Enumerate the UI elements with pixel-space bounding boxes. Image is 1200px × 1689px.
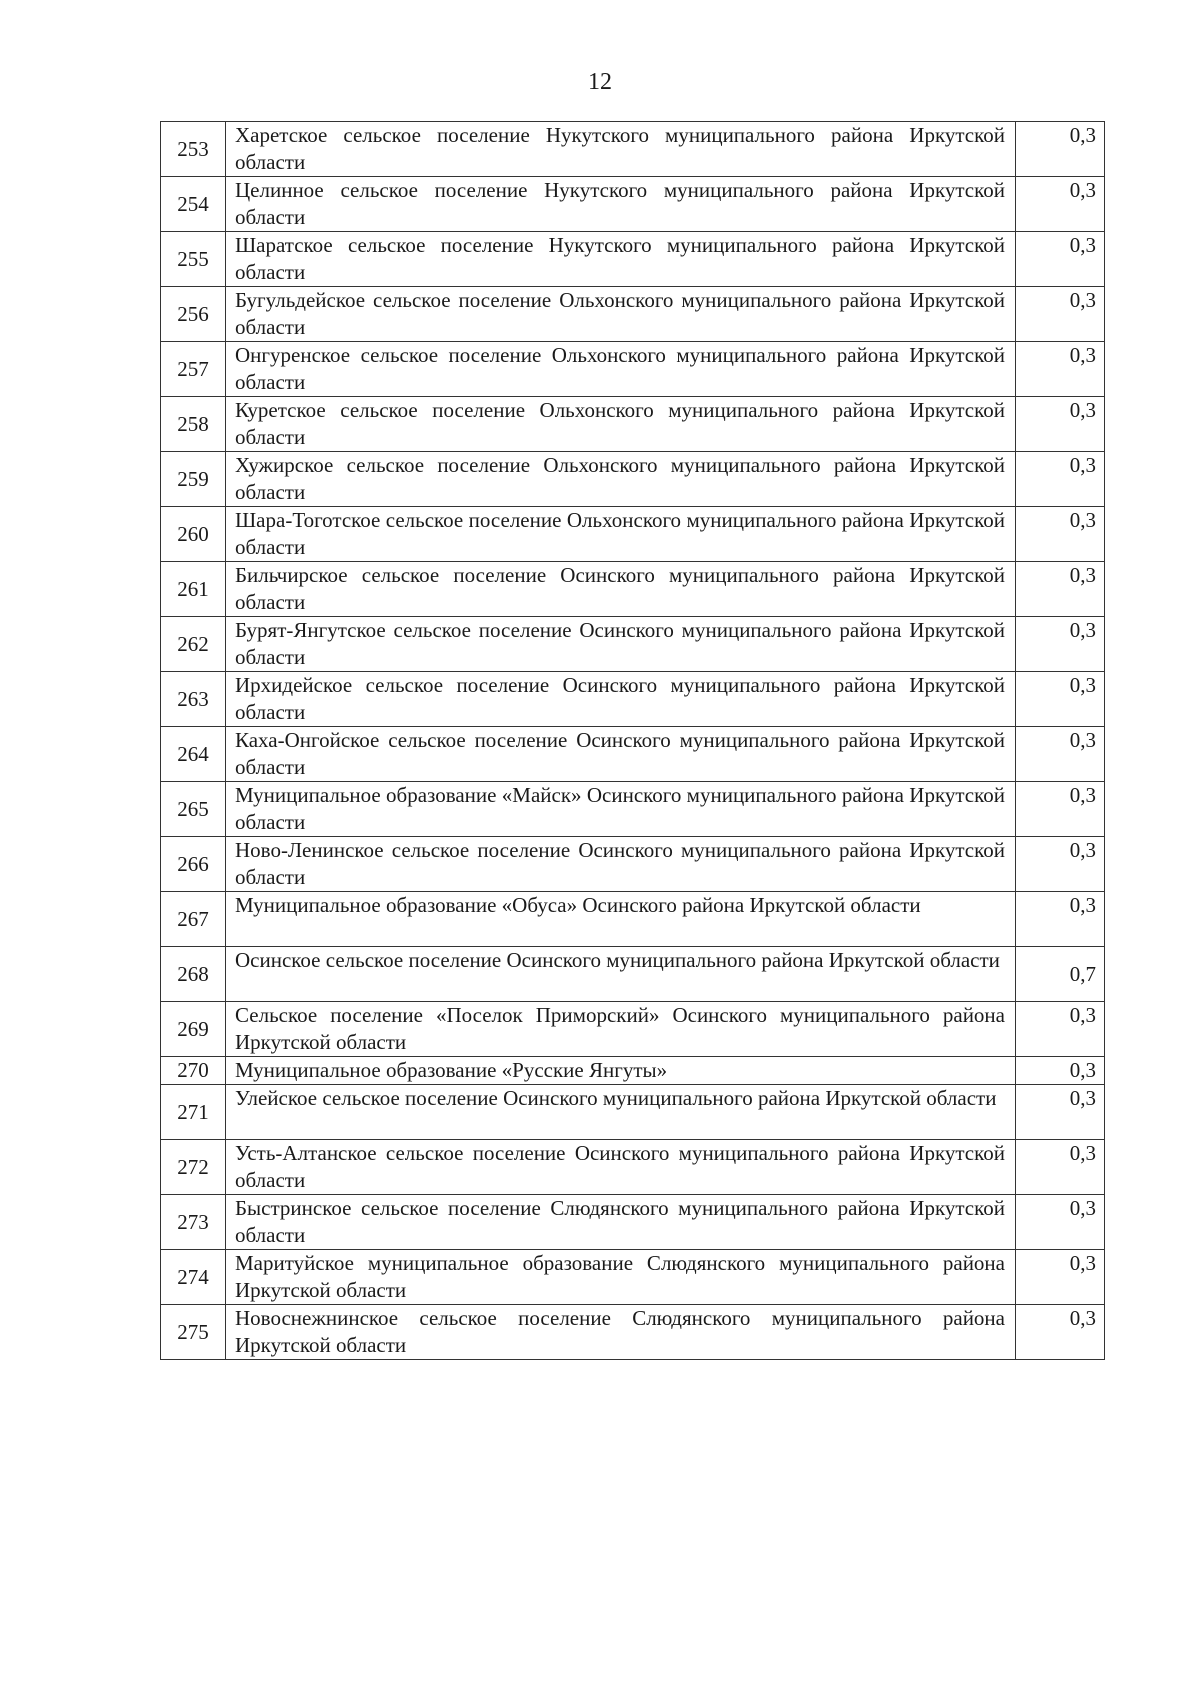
row-value: 0,3	[1016, 1002, 1105, 1057]
row-value: 0,3	[1016, 1085, 1105, 1140]
row-value: 0,3	[1016, 562, 1105, 617]
row-value: 0,3	[1016, 727, 1105, 782]
row-number: 268	[161, 947, 226, 1002]
row-value: 0,3	[1016, 122, 1105, 177]
row-value: 0,3	[1016, 507, 1105, 562]
municipality-name: Усть-Алтанское сельское поселение Осинского муниципального района Иркутской области	[226, 1140, 1016, 1195]
municipality-name: Шара-Тоготское сельское поселение Ольхонского муниципального района Иркутской области	[226, 507, 1016, 562]
table-row	[161, 617, 1105, 672]
row-value: 0,3	[1016, 617, 1105, 672]
table-row	[161, 1195, 1105, 1250]
municipality-name: Хужирское сельское поселение Ольхонского муниципального района Иркутской области	[226, 452, 1016, 507]
row-number: 270	[161, 1057, 226, 1085]
row-number: 275	[161, 1305, 226, 1360]
row-value: 0,3	[1016, 452, 1105, 507]
allocation-table	[160, 121, 1105, 1360]
row-number: 274	[161, 1250, 226, 1305]
row-value: 0,3	[1016, 287, 1105, 342]
table-row	[161, 397, 1105, 452]
table-row	[161, 287, 1105, 342]
table-row	[161, 1057, 1105, 1085]
row-number: 262	[161, 617, 226, 672]
municipality-name: Бильчирское сельское поселение Осинского муниципального района Иркутской области	[226, 562, 1016, 617]
row-value: 0,3	[1016, 397, 1105, 452]
row-number: 272	[161, 1140, 226, 1195]
row-value: 0,3	[1016, 672, 1105, 727]
municipality-name: Муниципальное образование «Майск» Осинского муниципального района Иркутской области	[226, 782, 1016, 837]
table-row	[161, 782, 1105, 837]
row-number: 260	[161, 507, 226, 562]
table-row	[161, 1250, 1105, 1305]
row-number: 259	[161, 452, 226, 507]
municipality-name: Быстринское сельское поселение Слюдянского муниципального района Иркутской области	[226, 1195, 1016, 1250]
row-number: 266	[161, 837, 226, 892]
table-row	[161, 342, 1105, 397]
row-number: 256	[161, 287, 226, 342]
municipality-name: Муниципальное образование «Русские Янгуты»	[226, 1057, 1016, 1085]
table-row	[161, 892, 1105, 947]
municipality-name: Каха-Онгойское сельское поселение Осинского муниципального района Иркутской области	[226, 727, 1016, 782]
row-value: 0,3	[1016, 1305, 1105, 1360]
municipality-name: Осинское сельское поселение Осинского муниципального района Иркутской области	[226, 947, 1016, 1002]
municipality-name: Муниципальное образование «Обуса» Осинского района Иркутской области	[226, 892, 1016, 947]
municipality-name: Бурят-Янгутское сельское поселение Осинского муниципального района Иркутской области	[226, 617, 1016, 672]
municipality-name: Новоснежнинское сельское поселение Слюдянского муниципального района Иркутской области	[226, 1305, 1016, 1360]
municipality-name: Ирхидейское сельское поселение Осинского муниципального района Иркутской области	[226, 672, 1016, 727]
municipality-name: Онгуренское сельское поселение Ольхонского муниципального района Иркутской области	[226, 342, 1016, 397]
row-value: 0,3	[1016, 177, 1105, 232]
table-row	[161, 232, 1105, 287]
table-row	[161, 507, 1105, 562]
municipality-name: Куретское сельское поселение Ольхонского муниципального района Иркутской области	[226, 397, 1016, 452]
row-number: 261	[161, 562, 226, 617]
row-number: 253	[161, 122, 226, 177]
row-value: 0,3	[1016, 837, 1105, 892]
table-row	[161, 177, 1105, 232]
row-number: 257	[161, 342, 226, 397]
municipality-name: Целинное сельское поселение Нукутского муниципального района Иркутской области	[226, 177, 1016, 232]
row-value: 0,3	[1016, 232, 1105, 287]
municipality-name: Шаратское сельское поселение Нукутского муниципального района Иркутской области	[226, 232, 1016, 287]
page-number: 12	[588, 69, 612, 95]
row-number: 254	[161, 177, 226, 232]
table-row	[161, 837, 1105, 892]
row-number: 269	[161, 1002, 226, 1057]
table-row	[161, 1305, 1105, 1360]
row-number: 258	[161, 397, 226, 452]
row-number: 267	[161, 892, 226, 947]
municipality-name: Маритуйское муниципальное образование Слюдянского муниципального района Иркутской области	[226, 1250, 1016, 1305]
row-value: 0,3	[1016, 1057, 1105, 1085]
row-number: 265	[161, 782, 226, 837]
table-row	[161, 1085, 1105, 1140]
municipality-name: Ново-Ленинское сельское поселение Осинского муниципального района Иркутской области	[226, 837, 1016, 892]
row-value: 0,3	[1016, 892, 1105, 947]
municipality-name: Сельское поселение «Поселок Приморский» Осинского муниципального района Иркутской области	[226, 1002, 1016, 1057]
municipality-name: Харетское сельское поселение Нукутского муниципального района Иркутской области	[226, 122, 1016, 177]
table-row	[161, 452, 1105, 507]
row-value: 0,3	[1016, 782, 1105, 837]
row-number: 255	[161, 232, 226, 287]
row-number: 263	[161, 672, 226, 727]
row-value: 0,3	[1016, 1140, 1105, 1195]
row-number: 271	[161, 1085, 226, 1140]
row-number: 264	[161, 727, 226, 782]
row-value: 0,3	[1016, 1250, 1105, 1305]
table-row	[161, 122, 1105, 177]
table-row	[161, 1140, 1105, 1195]
row-value: 0,3	[1016, 1195, 1105, 1250]
table-row	[161, 562, 1105, 617]
municipality-name: Улейское сельское поселение Осинского муниципального района Иркутской области	[226, 1085, 1016, 1140]
row-value: 0,7	[1016, 947, 1105, 1002]
table-row	[161, 727, 1105, 782]
table-row	[161, 947, 1105, 1002]
municipality-name: Бугульдейское сельское поселение Ольхонского муниципального района Иркутской области	[226, 287, 1016, 342]
row-value: 0,3	[1016, 342, 1105, 397]
row-number: 273	[161, 1195, 226, 1250]
table-row	[161, 672, 1105, 727]
table-row	[161, 1002, 1105, 1057]
